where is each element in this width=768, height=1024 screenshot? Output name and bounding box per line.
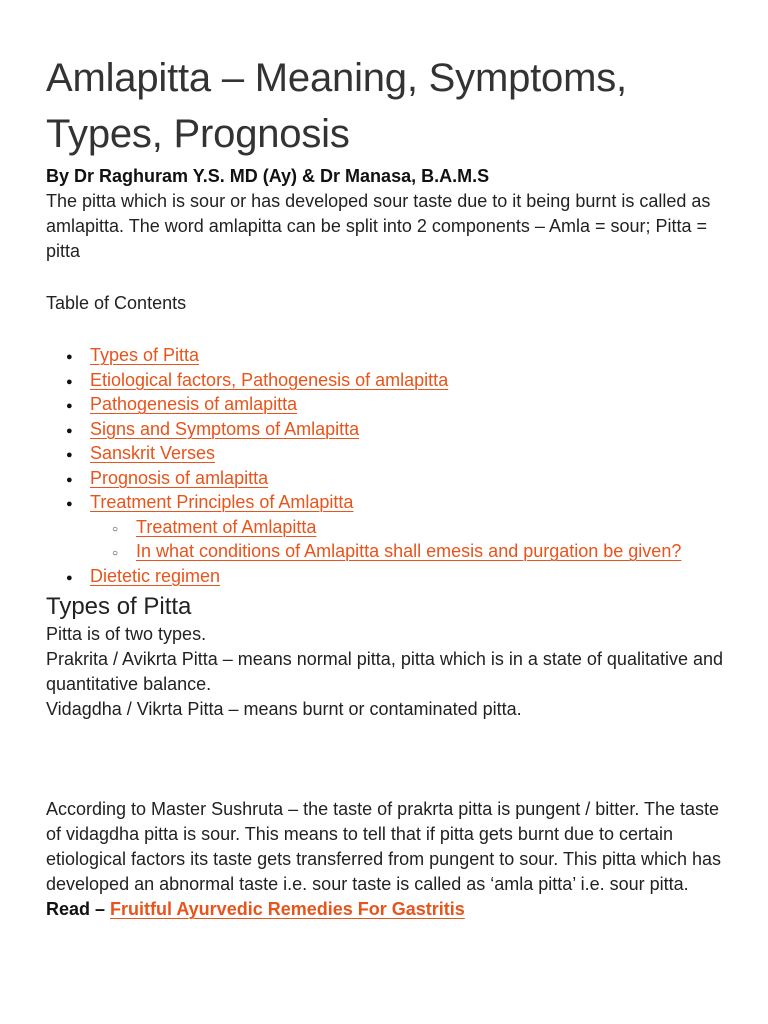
toc-subitem: [90, 539, 736, 564]
section-heading-types-of-pitta: Types of Pitta: [46, 593, 192, 620]
toc-link-signs-symptoms[interactable]: Signs and Symptoms of Amlapitta: [90, 418, 360, 439]
author-byline: By Dr Raghuram Y.S. MD (Ay) & Dr Manasa, B.A.M.S: [46, 166, 490, 186]
toc-link-dietetic-regimen[interactable]: Dietetic regimen: [90, 565, 221, 586]
table-of-contents: [46, 343, 736, 588]
paragraph-sushruta: According to Master Sushruta – the taste of prakrta pitta is pungent / bitter. The taste of vidagdha pitta is sour. This means to tell that if pitta gets burnt due to certain etiological factors its taste gets transferred from pungent to sour. This pitta which has developed an abnormal taste i.e. sour taste is called as ‘amla pitta’ i.e. sour pitta.: [46, 799, 722, 894]
paragraph-two-types: Pitta is of two types.: [46, 624, 207, 644]
toc-subitem: [90, 515, 736, 540]
toc-item: [46, 368, 736, 393]
hollow-bullet-icon: ○: [112, 548, 119, 559]
toc-sublist: [90, 515, 736, 564]
bullet-icon: ●: [66, 424, 73, 437]
bullet-icon: ●: [66, 473, 73, 486]
read-label: Read –: [46, 899, 111, 919]
toc-title: Table of Contents: [46, 293, 187, 313]
toc-item: [46, 392, 736, 417]
toc-link-prognosis[interactable]: Prognosis of amlapitta: [90, 467, 269, 488]
toc-item: [46, 490, 736, 564]
toc-item: [46, 466, 736, 491]
article: [46, 50, 736, 922]
toc-link-etiological-factors[interactable]: Etiological factors, Pathogenesis of amlapitta: [90, 369, 449, 390]
toc-link-types-of-pitta[interactable]: Types of Pitta: [90, 345, 200, 365]
read-more-line: [46, 897, 736, 922]
toc-item: [46, 343, 736, 368]
paragraph-prakrita: Prakrita / Avikrta Pitta – means normal pitta, pitta which is in a state of qualitative and quantitative balance.: [46, 649, 724, 694]
read-more-link[interactable]: Fruitful Ayurvedic Remedies For Gastritis: [110, 899, 465, 919]
bullet-icon: ●: [66, 351, 73, 363]
toc-link-emesis-purgation[interactable]: In what conditions of Amlapitta shall emesis and purgation be given?: [136, 541, 682, 561]
toc-item: [46, 441, 736, 466]
page-title: Amlapitta – Meaning, Symptoms, Types, Prognosis: [46, 56, 627, 156]
spacer: [46, 722, 736, 797]
toc-item: [46, 564, 736, 589]
toc-link-sanskrit-verses[interactable]: Sanskrit Verses: [90, 443, 216, 463]
paragraph-vidagdha: Vidagdha / Vikrta Pitta – means burnt or contaminated pitta.: [46, 699, 522, 719]
intro-paragraph: The pitta which is sour or has developed sour taste due to it being burnt is called as amlapitta. The word amlapitta can be split into 2 components – Amla = sour; Pitta = pitta: [46, 191, 711, 261]
bullet-icon: ●: [66, 375, 73, 388]
bullet-icon: ●: [66, 498, 73, 510]
toc-link-treatment-principles[interactable]: Treatment Principles of Amlapitta: [90, 492, 354, 512]
bullet-icon: ●: [66, 449, 73, 461]
hollow-bullet-icon: ○: [112, 523, 119, 535]
toc-item: [46, 417, 736, 442]
bullet-icon: ●: [66, 400, 73, 412]
toc-link-treatment[interactable]: Treatment of Amlapitta: [136, 516, 317, 537]
bullet-icon: ●: [66, 571, 73, 584]
toc-link-pathogenesis[interactable]: Pathogenesis of amlapitta: [90, 394, 298, 414]
